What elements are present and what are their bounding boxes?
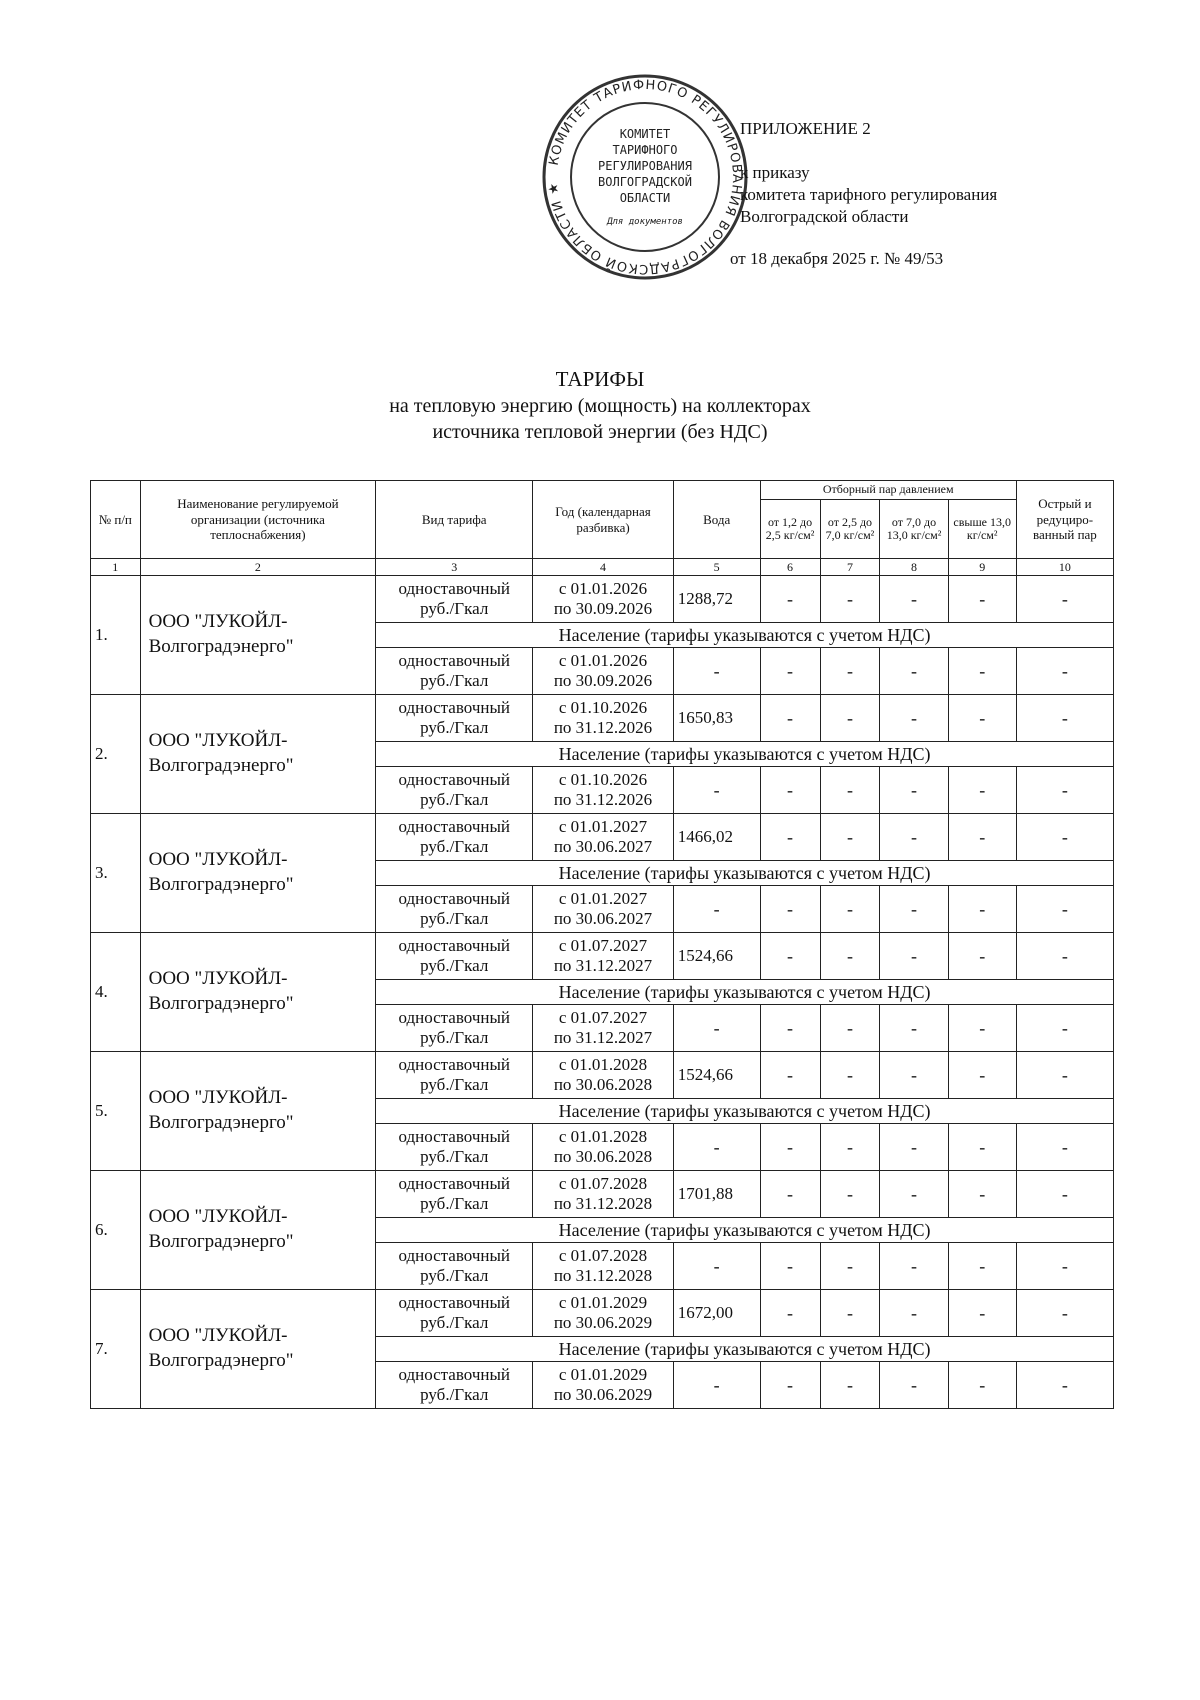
- svg-text:КОМИТЕТ: КОМИТЕТ: [619, 127, 671, 141]
- row-tariff-type: одноставочный руб./Гкал: [376, 767, 533, 814]
- header-steam-group: Отборный пар давлением: [760, 481, 1016, 500]
- row-dash: -: [948, 1052, 1016, 1099]
- header-idx: № п/п: [91, 481, 141, 559]
- row-dash: -: [1016, 767, 1113, 814]
- row-dash: -: [673, 1362, 760, 1409]
- row-dash: -: [673, 1005, 760, 1052]
- row-dash: -: [760, 1171, 820, 1218]
- appendix-order-ref: к приказу: [740, 163, 810, 183]
- row-water-value: 1650,83: [673, 695, 760, 742]
- col-num: 5: [673, 559, 760, 576]
- row-tariff-type: одноставочный руб./Гкал: [376, 1171, 533, 1218]
- row-dash: -: [880, 648, 948, 695]
- table-row: [91, 814, 1114, 861]
- column-number-row: [91, 559, 1114, 576]
- row-dash: -: [820, 1005, 880, 1052]
- row-tariff-type: одноставочный руб./Гкал: [376, 1052, 533, 1099]
- row-dash: -: [1016, 695, 1113, 742]
- row-dash: -: [880, 767, 948, 814]
- population-label: Население (тарифы указываются с учетом НДС): [376, 1337, 1114, 1362]
- row-dash: -: [1016, 1005, 1113, 1052]
- row-dash: -: [880, 1290, 948, 1337]
- header-type: Вид тарифа: [376, 481, 533, 559]
- row-dash: -: [1016, 1243, 1113, 1290]
- appendix-date: от 18 декабря 2025 г. № 49/53: [730, 249, 944, 269]
- col-num: 8: [880, 559, 948, 576]
- row-period: с 01.10.2026 по 31.12.2026: [533, 695, 674, 742]
- header-sharp-steam: Острый и редуциро-ванный пар: [1016, 481, 1113, 559]
- row-dash: -: [1016, 1290, 1113, 1337]
- row-organization: ООО "ЛУКОЙЛ- Волгоградэнерго": [140, 1290, 376, 1409]
- row-dash: -: [673, 1124, 760, 1171]
- row-tariff-type: одноставочный руб./Гкал: [376, 1362, 533, 1409]
- row-index: 2.: [91, 695, 141, 814]
- row-period: с 01.01.2027 по 30.06.2027: [533, 814, 674, 861]
- row-organization: ООО "ЛУКОЙЛ- Волгоградэнерго": [140, 695, 376, 814]
- row-dash: -: [820, 1124, 880, 1171]
- row-index: 6.: [91, 1171, 141, 1290]
- population-label: Население (тарифы указываются с учетом НДС): [376, 861, 1114, 886]
- row-dash: -: [1016, 1362, 1113, 1409]
- table-row: [91, 1052, 1114, 1099]
- row-dash: -: [948, 1171, 1016, 1218]
- row-dash: -: [1016, 933, 1113, 980]
- row-dash: -: [948, 1243, 1016, 1290]
- row-dash: -: [760, 814, 820, 861]
- row-dash: -: [948, 648, 1016, 695]
- document-title: [0, 366, 1200, 445]
- row-dash: -: [880, 576, 948, 623]
- col-num: 3: [376, 559, 533, 576]
- population-label: Население (тарифы указываются с учетом НДС): [376, 623, 1114, 648]
- official-stamp: [540, 72, 750, 282]
- row-period: с 01.07.2028 по 31.12.2028: [533, 1171, 674, 1218]
- svg-text:Для документов: Для документов: [607, 217, 683, 227]
- row-dash: -: [820, 1243, 880, 1290]
- row-tariff-type: одноставочный руб./Гкал: [376, 576, 533, 623]
- svg-text:РЕГУЛИРОВАНИЯ: РЕГУЛИРОВАНИЯ: [598, 159, 692, 173]
- row-organization: ООО "ЛУКОЙЛ- Волгоградэнерго": [140, 1052, 376, 1171]
- row-period: с 01.01.2029 по 30.06.2029: [533, 1290, 674, 1337]
- col-num: 7: [820, 559, 880, 576]
- row-index: 4.: [91, 933, 141, 1052]
- row-period: с 01.01.2028 по 30.06.2028: [533, 1124, 674, 1171]
- row-tariff-type: одноставочный руб./Гкал: [376, 1243, 533, 1290]
- col-num: 2: [140, 559, 376, 576]
- row-dash: -: [880, 1052, 948, 1099]
- row-water-value: 1524,66: [673, 933, 760, 980]
- row-dash: -: [948, 1005, 1016, 1052]
- row-dash: -: [880, 814, 948, 861]
- row-water-value: 1701,88: [673, 1171, 760, 1218]
- appendix-number: ПРИЛОЖЕНИЕ 2: [740, 119, 871, 138]
- row-index: 5.: [91, 1052, 141, 1171]
- header-pressure-4: свыше 13,0 кг/см²: [948, 500, 1016, 559]
- col-num: 6: [760, 559, 820, 576]
- row-dash: -: [760, 648, 820, 695]
- row-index: 3.: [91, 814, 141, 933]
- header-year: Год (календарная разбивка): [533, 481, 674, 559]
- col-num: 9: [948, 559, 1016, 576]
- row-period: с 01.10.2026 по 31.12.2026: [533, 767, 674, 814]
- col-num: 10: [1016, 559, 1113, 576]
- row-index: 7.: [91, 1290, 141, 1409]
- row-period: с 01.07.2027 по 31.12.2027: [533, 933, 674, 980]
- row-period: с 01.07.2027 по 31.12.2027: [533, 1005, 674, 1052]
- row-tariff-type: одноставочный руб./Гкал: [376, 1124, 533, 1171]
- row-dash: -: [760, 886, 820, 933]
- row-tariff-type: одноставочный руб./Гкал: [376, 648, 533, 695]
- row-index: 1.: [91, 576, 141, 695]
- row-water-value: 1288,72: [673, 576, 760, 623]
- row-dash: -: [760, 1124, 820, 1171]
- row-dash: -: [1016, 886, 1113, 933]
- row-tariff-type: одноставочный руб./Гкал: [376, 695, 533, 742]
- row-dash: -: [880, 886, 948, 933]
- row-dash: -: [820, 695, 880, 742]
- row-dash: -: [948, 1290, 1016, 1337]
- row-dash: -: [880, 695, 948, 742]
- row-dash: -: [1016, 648, 1113, 695]
- row-tariff-type: одноставочный руб./Гкал: [376, 886, 533, 933]
- row-dash: -: [760, 1362, 820, 1409]
- row-organization: ООО "ЛУКОЙЛ- Волгоградэнерго": [140, 933, 376, 1052]
- row-dash: -: [948, 1124, 1016, 1171]
- row-dash: -: [1016, 1124, 1113, 1171]
- table-row: [91, 695, 1114, 742]
- row-tariff-type: одноставочный руб./Гкал: [376, 933, 533, 980]
- col-num: 4: [533, 559, 674, 576]
- svg-text:ВОЛГОГРАДСКОЙ: ВОЛГОГРАДСКОЙ: [598, 175, 692, 189]
- row-tariff-type: одноставочный руб./Гкал: [376, 814, 533, 861]
- row-dash: -: [760, 1243, 820, 1290]
- row-water-value: 1672,00: [673, 1290, 760, 1337]
- row-dash: -: [673, 767, 760, 814]
- row-organization: ООО "ЛУКОЙЛ- Волгоградэнерго": [140, 576, 376, 695]
- header-org: Наименование регулируемой организации (источника теплоснабжения): [140, 481, 376, 559]
- row-dash: -: [820, 576, 880, 623]
- row-dash: -: [820, 767, 880, 814]
- row-dash: -: [820, 933, 880, 980]
- row-dash: -: [760, 1052, 820, 1099]
- col-num: 1: [91, 559, 141, 576]
- row-dash: -: [760, 933, 820, 980]
- row-dash: -: [760, 695, 820, 742]
- header-pressure-2: от 2,5 до 7,0 кг/см²: [820, 500, 880, 559]
- row-dash: -: [948, 814, 1016, 861]
- row-dash: -: [1016, 576, 1113, 623]
- row-dash: -: [880, 1124, 948, 1171]
- row-dash: -: [948, 576, 1016, 623]
- row-dash: -: [1016, 814, 1113, 861]
- population-label: Население (тарифы указываются с учетом НДС): [376, 742, 1114, 767]
- row-dash: -: [948, 886, 1016, 933]
- row-dash: -: [820, 1052, 880, 1099]
- population-label: Население (тарифы указываются с учетом НДС): [376, 1218, 1114, 1243]
- table-row: [91, 1171, 1114, 1218]
- row-dash: -: [673, 648, 760, 695]
- row-organization: ООО "ЛУКОЙЛ- Волгоградэнерго": [140, 814, 376, 933]
- row-dash: -: [820, 886, 880, 933]
- row-tariff-type: одноставочный руб./Гкал: [376, 1005, 533, 1052]
- row-dash: -: [760, 1290, 820, 1337]
- row-organization: ООО "ЛУКОЙЛ- Волгоградэнерго": [140, 1171, 376, 1290]
- table-row: [91, 576, 1114, 623]
- row-dash: -: [880, 1171, 948, 1218]
- row-period: с 01.01.2028 по 30.06.2028: [533, 1052, 674, 1099]
- row-dash: -: [948, 695, 1016, 742]
- table-row: [91, 933, 1114, 980]
- row-dash: -: [760, 767, 820, 814]
- row-dash: -: [820, 1290, 880, 1337]
- row-tariff-type: одноставочный руб./Гкал: [376, 1290, 533, 1337]
- row-period: с 01.07.2028 по 31.12.2028: [533, 1243, 674, 1290]
- title-main: ТАРИФЫ: [555, 367, 645, 391]
- row-dash: -: [820, 814, 880, 861]
- header-pressure-3: от 7,0 до 13,0 кг/см²: [880, 500, 948, 559]
- svg-text:ОБЛАСТИ: ОБЛАСТИ: [619, 191, 671, 205]
- row-dash: -: [948, 1362, 1016, 1409]
- appendix-committee: комитета тарифного регулирования: [740, 185, 998, 205]
- row-dash: -: [880, 933, 948, 980]
- row-dash: -: [760, 1005, 820, 1052]
- row-dash: -: [760, 576, 820, 623]
- row-period: с 01.01.2027 по 30.06.2027: [533, 886, 674, 933]
- row-dash: -: [880, 1243, 948, 1290]
- tariff-table: [90, 480, 1114, 1409]
- row-dash: -: [948, 767, 1016, 814]
- appendix-header: [730, 118, 998, 270]
- row-dash: -: [673, 1243, 760, 1290]
- row-dash: -: [820, 1171, 880, 1218]
- row-dash: -: [880, 1005, 948, 1052]
- row-dash: -: [880, 1362, 948, 1409]
- title-subline-1: на тепловую энергию (мощность) на коллекторах: [389, 395, 811, 418]
- row-period: с 01.01.2026 по 30.09.2026: [533, 576, 674, 623]
- svg-text:ТАРИФНОГО: ТАРИФНОГО: [612, 143, 678, 157]
- appendix-region: Волгоградской области: [740, 207, 909, 227]
- title-subline-2: источника тепловой энергии (без НДС): [432, 421, 768, 444]
- row-dash: -: [1016, 1171, 1113, 1218]
- svg-text:КОМИТЕТ ТАРИФНОГО РЕГУЛИРОВАНИ: КОМИТЕТ ТАРИФНОГО РЕГУЛИРОВАНИЯ ВОЛГОГРАДСКОЙ ОБЛАСТИ ★: [545, 77, 745, 277]
- population-label: Население (тарифы указываются с учетом НДС): [376, 980, 1114, 1005]
- row-dash: -: [820, 1362, 880, 1409]
- row-period: с 01.01.2029 по 30.06.2029: [533, 1362, 674, 1409]
- row-dash: -: [820, 648, 880, 695]
- header-pressure-1: от 1,2 до 2,5 кг/см²: [760, 500, 820, 559]
- header-water: Вода: [673, 481, 760, 559]
- row-dash: -: [673, 886, 760, 933]
- row-dash: -: [948, 933, 1016, 980]
- row-period: с 01.01.2026 по 30.09.2026: [533, 648, 674, 695]
- row-dash: -: [1016, 1052, 1113, 1099]
- row-water-value: 1466,02: [673, 814, 760, 861]
- row-water-value: 1524,66: [673, 1052, 760, 1099]
- population-label: Население (тарифы указываются с учетом НДС): [376, 1099, 1114, 1124]
- table-row: [91, 1290, 1114, 1337]
